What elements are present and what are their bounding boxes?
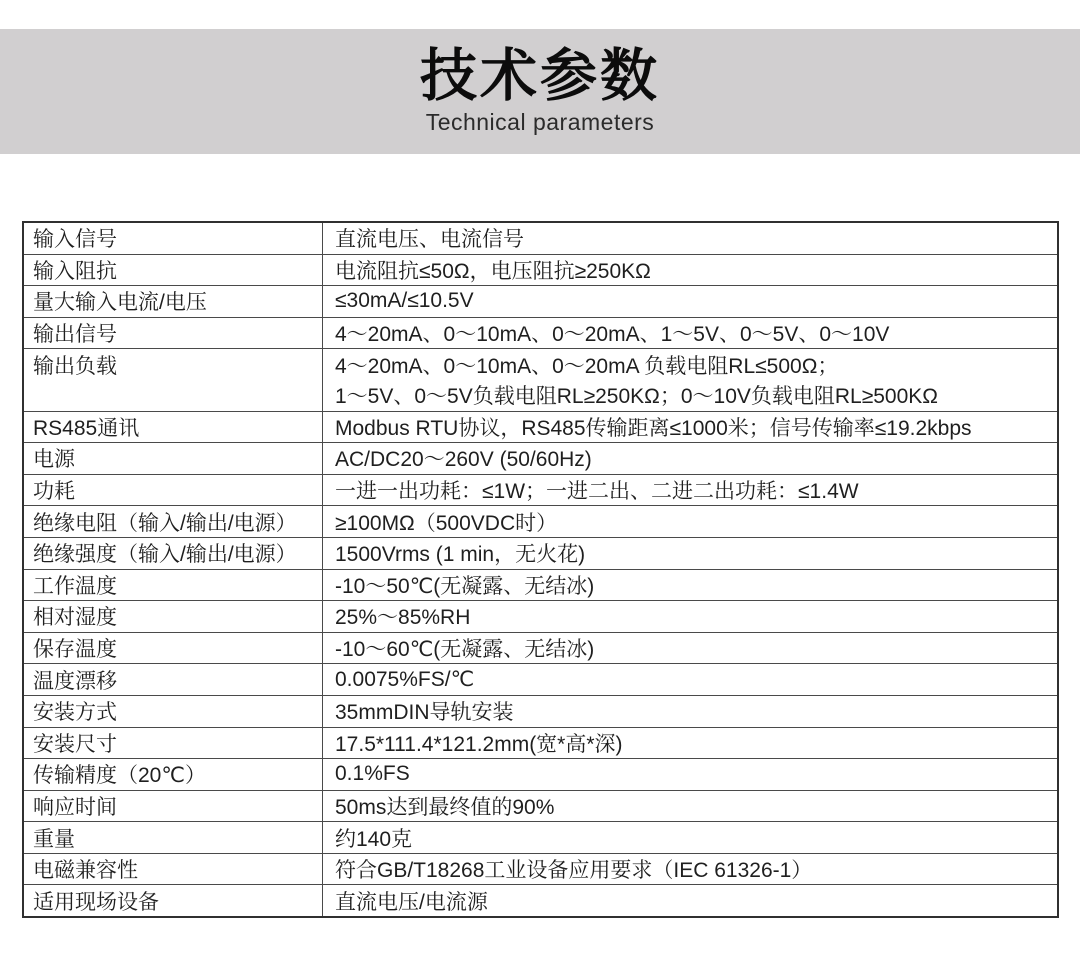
spec-value-cell — [323, 254, 1059, 286]
spec-value-cell — [323, 822, 1059, 854]
spec-value-cell — [323, 537, 1059, 569]
spec-value-text: Modbus RTU协议，RS485传输距离≤1000米；信号传输率≤19.2kbps — [335, 416, 972, 440]
spec-label-text: 保存温度 — [33, 638, 117, 662]
spec-value-text: 1500Vrms (1 min，无火花) — [335, 543, 586, 567]
spec-value-cell — [323, 443, 1059, 475]
table-row — [23, 727, 1058, 759]
spec-label-text: 重量 — [33, 827, 75, 851]
spec-label-text: 传输精度（20℃） — [33, 764, 206, 788]
table-row — [23, 443, 1058, 475]
spec-value-cell — [323, 632, 1059, 664]
spec-value-cell — [323, 695, 1059, 727]
spec-value-text: 直流电压、电流信号 — [335, 228, 524, 252]
spec-value-text: 0.1%FS — [335, 762, 410, 786]
spec-label-text: 安装尺寸 — [33, 732, 117, 756]
spec-value-text: -10～60℃(无凝露、无结冰) — [335, 638, 595, 662]
spec-label-text: 功耗 — [33, 480, 75, 504]
spec-value-text: 50ms达到最终值的90% — [335, 795, 555, 819]
spec-label-text: 输入阻抗 — [33, 259, 117, 283]
spec-label-cell — [23, 853, 323, 885]
table-row — [23, 349, 1058, 411]
table-row — [23, 632, 1058, 664]
technical-parameters-table — [22, 221, 1059, 918]
spec-label-text: 输出信号 — [33, 323, 117, 347]
spec-value-cell — [323, 790, 1059, 822]
spec-label-cell — [23, 506, 323, 538]
spec-value-cell — [323, 286, 1059, 318]
spec-value-text: 4～20mA、0～10mA、0～20mA、1～5V、0～5V、0～10V — [335, 323, 890, 347]
spec-label-text: 量大输入电流/电压 — [33, 291, 207, 315]
spec-value-cell — [323, 474, 1059, 506]
spec-value-cell — [323, 759, 1059, 791]
spec-value-text: 符合GB/T18268工业设备应用要求（IEC 61326-1） — [335, 859, 813, 883]
spec-label-text: 响应时间 — [33, 795, 117, 819]
spec-value-text: 0.0075%FS/℃ — [335, 668, 475, 692]
table-row — [23, 222, 1058, 254]
spec-label-cell — [23, 759, 323, 791]
spec-label-cell — [23, 222, 323, 254]
spec-label-text: 绝缘强度（输入/输出/电源） — [33, 543, 297, 567]
table-row — [23, 853, 1058, 885]
spec-label-cell — [23, 695, 323, 727]
spec-label-cell — [23, 349, 323, 411]
spec-label-text: 电源 — [33, 448, 75, 472]
spec-label-cell — [23, 727, 323, 759]
spec-label-text: 电磁兼容性 — [33, 859, 138, 883]
table-body — [23, 222, 1058, 917]
spec-value-cell — [323, 664, 1059, 696]
spec-value-text: -10～50℃(无凝露、无结冰) — [335, 574, 595, 598]
spec-label-cell — [23, 443, 323, 475]
spec-value-text: 直流电压/电流源 — [335, 890, 488, 914]
spec-label-cell — [23, 254, 323, 286]
table-row — [23, 885, 1058, 917]
spec-label-text: RS485通讯 — [33, 416, 140, 440]
spec-label-cell — [23, 790, 323, 822]
spec-value-cell — [323, 317, 1059, 349]
spec-label-cell — [23, 537, 323, 569]
spec-label-text: 安装方式 — [33, 701, 117, 725]
table-row — [23, 664, 1058, 696]
table-row — [23, 759, 1058, 791]
spec-value-text: 约140克 — [335, 827, 413, 851]
table-row — [23, 569, 1058, 601]
table-row — [23, 506, 1058, 538]
spec-value-cell — [323, 601, 1059, 633]
spec-label-text: 输出负载 — [33, 354, 117, 378]
spec-label-cell — [23, 664, 323, 696]
spec-label-cell — [23, 286, 323, 318]
spec-label-cell — [23, 317, 323, 349]
spec-value-cell — [323, 506, 1059, 538]
spec-value-text: 17.5*111.4*121.2mm(宽*高*深) — [335, 732, 623, 756]
table-row — [23, 537, 1058, 569]
table-row — [23, 254, 1058, 286]
spec-value-cell — [323, 349, 1059, 411]
spec-value-text: 25%～85%RH — [335, 606, 471, 630]
spec-value-text: 电流阻抗≤50Ω，电压阻抗≥250KΩ — [335, 259, 651, 283]
table-row — [23, 286, 1058, 318]
spec-value-text: 一进一出功耗：≤1W；一进二出、二进二出功耗：≤1.4W — [335, 480, 859, 504]
spec-value-cell — [323, 569, 1059, 601]
spec-value-cell — [323, 853, 1059, 885]
spec-label-text: 工作温度 — [33, 574, 117, 598]
spec-value-text: ≤30mA/≤10.5V — [335, 289, 474, 313]
spec-label-text: 温度漂移 — [33, 669, 117, 693]
spec-label-cell — [23, 822, 323, 854]
spec-label-text: 绝缘电阻（输入/输出/电源） — [33, 511, 297, 535]
table-row — [23, 601, 1058, 633]
spec-value-text: 1～5V、0～5V负载电阻RL≥250KΩ；0～10V负载电阻RL≥500KΩ — [335, 385, 939, 409]
spec-label-cell — [23, 632, 323, 664]
spec-value-cell — [323, 411, 1059, 443]
spec-label-cell — [23, 885, 323, 917]
spec-label-text: 相对湿度 — [33, 606, 117, 630]
table-row — [23, 790, 1058, 822]
spec-value-cell — [323, 885, 1059, 917]
spec-label-cell — [23, 474, 323, 506]
spec-label-text: 适用现场设备 — [33, 890, 159, 914]
table-row — [23, 474, 1058, 506]
table-row — [23, 822, 1058, 854]
spec-value-cell — [323, 727, 1059, 759]
title-band — [0, 29, 1080, 154]
spec-label-text: 输入信号 — [33, 228, 117, 252]
spec-label-cell — [23, 569, 323, 601]
table-row — [23, 317, 1058, 349]
spec-value-cell — [323, 222, 1059, 254]
spec-label-cell — [23, 601, 323, 633]
table-row — [23, 411, 1058, 443]
page-title: 技术参数 — [420, 44, 660, 109]
spec-value-text: ≥100MΩ（500VDC时） — [335, 511, 558, 535]
page-subtitle: Technical parameters — [425, 109, 655, 136]
table-row — [23, 695, 1058, 727]
spec-value-text: AC/DC20～260V (50/60Hz) — [335, 448, 592, 472]
spec-value-text: 35mmDIN导轨安装 — [335, 701, 514, 725]
spec-value-text: 4～20mA、0～10mA、0～20mA 负载电阻RL≤500Ω； — [335, 354, 839, 378]
spec-label-cell — [23, 411, 323, 443]
